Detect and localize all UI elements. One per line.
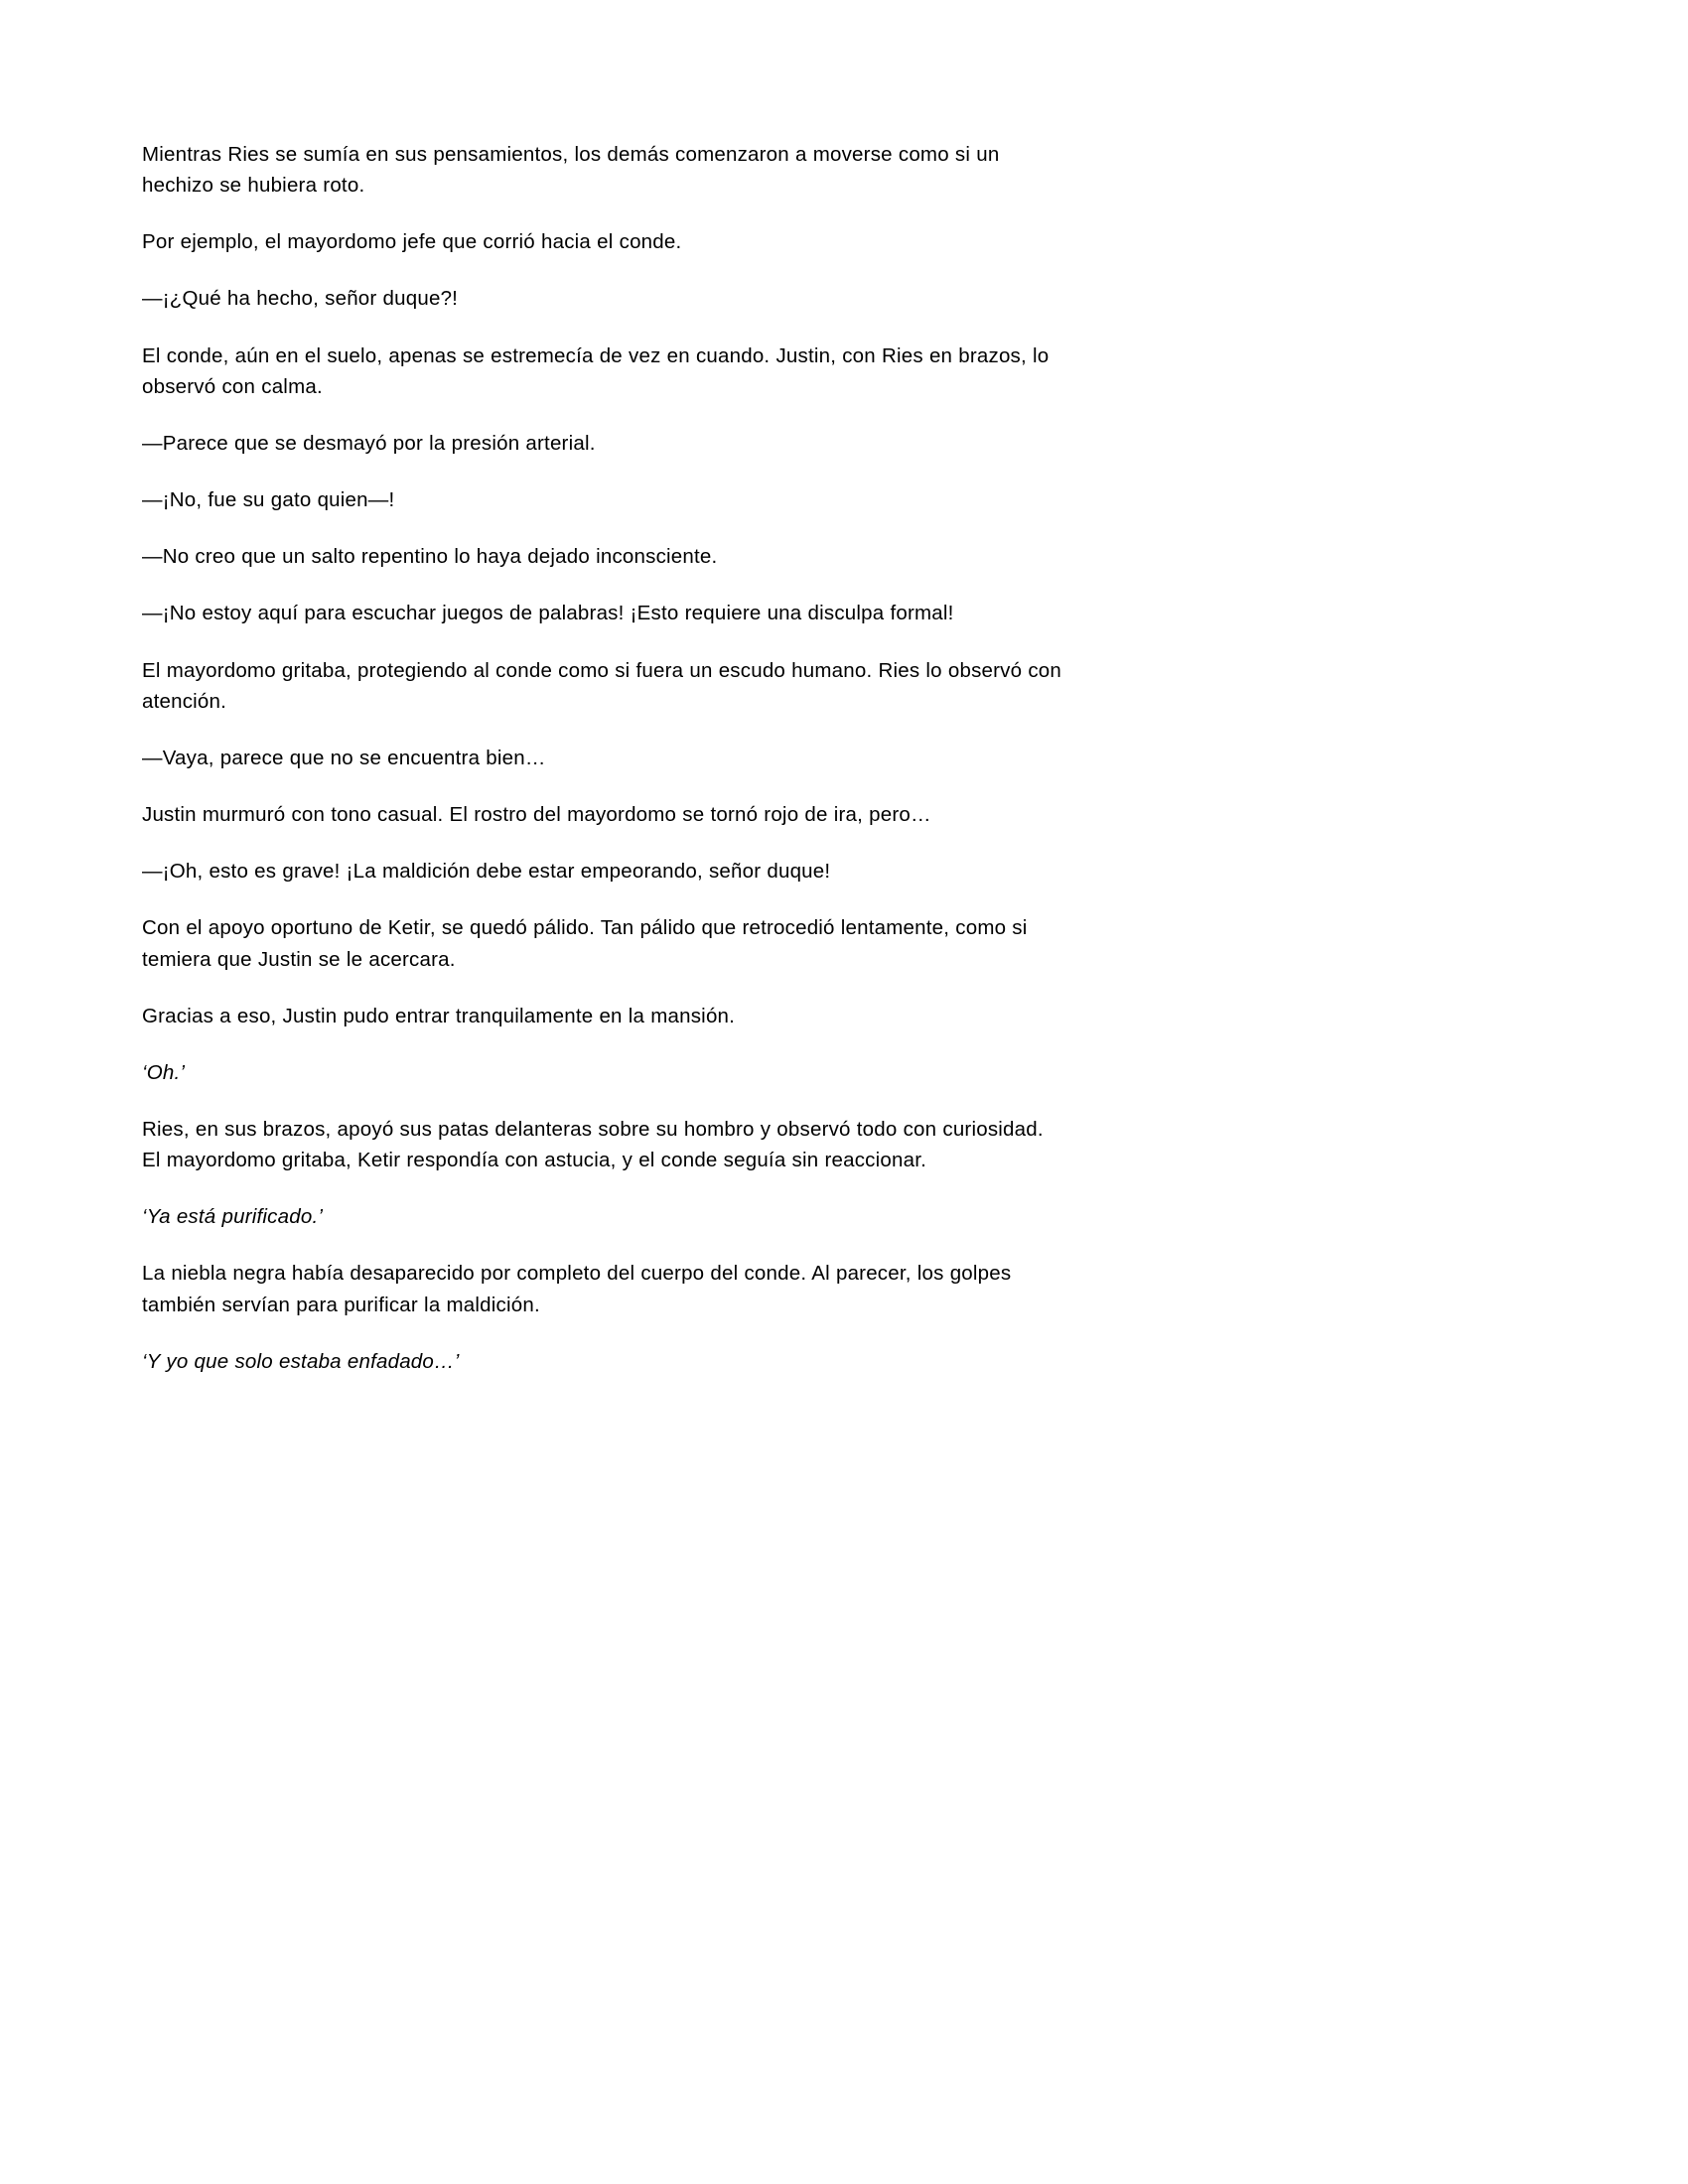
dialogue-line: —¡Oh, esto es grave! ¡La maldición debe estar empeorando, señor duque! bbox=[142, 860, 831, 884]
dialogue-line: —Vaya, parece que no se encuentra bien… bbox=[142, 746, 546, 769]
paragraph: Ries, en sus brazos, apoyó sus patas delanteras sobre su hombro y observó todo con curiosidad. El mayordomo gritaba, Ketir respondía con astucia, y el conde seguía sin reaccionar. bbox=[142, 1117, 1050, 1172]
inner-thought-line: ‘Ya está purificado.’ bbox=[142, 1205, 324, 1229]
dialogue-line: —¡No, fue su gato quien—! bbox=[142, 488, 395, 512]
paragraph: Justin murmuró con tono casual. El rostro del mayordomo se tornó rojo de ira, pero… bbox=[142, 803, 931, 827]
paragraph: Mientras Ries se sumía en sus pensamientos, los demás comenzaron a moverse como si un hechizo se hubiera roto. bbox=[142, 143, 1006, 198]
inner-thought-line: ‘Y yo que solo estaba enfadado…’ bbox=[142, 1349, 460, 1373]
paragraph: Con el apoyo oportuno de Ketir, se quedó pálido. Tan pálido que retrocedió lentamente, como si temiera que Justin se le acercara. bbox=[142, 916, 1034, 971]
paragraph: El mayordomo gritaba, protegiendo al conde como si fuera un escudo humano. Ries lo observó con atención. bbox=[142, 658, 1068, 713]
inner-thought-line: ‘Oh.’ bbox=[142, 1060, 186, 1084]
dialogue-line: —Parece que se desmayó por la presión arterial. bbox=[142, 431, 596, 455]
paragraph: La niebla negra había desaparecido por completo del cuerpo del conde. Al parecer, los golpes también servían para purificar la maldición. bbox=[142, 1262, 1018, 1316]
dialogue-line: —No creo que un salto repentino lo haya dejado inconsciente. bbox=[142, 545, 718, 569]
document-text-column bbox=[142, 139, 1068, 1377]
dialogue-line: —¡No estoy aquí para escuchar juegos de palabras! ¡Esto requiere una disculpa formal! bbox=[142, 602, 954, 625]
paragraph: El conde, aún en el suelo, apenas se estremecía de vez en cuando. Justin, con Ries en brazos, lo observó con calma. bbox=[142, 343, 1055, 398]
paragraph: Por ejemplo, el mayordomo jefe que corrió hacia el conde. bbox=[142, 230, 682, 254]
paragraph: Gracias a eso, Justin pudo entrar tranquilamente en la mansión. bbox=[142, 1004, 736, 1027]
dialogue-line: —¡¿Qué ha hecho, señor duque?! bbox=[142, 287, 459, 311]
